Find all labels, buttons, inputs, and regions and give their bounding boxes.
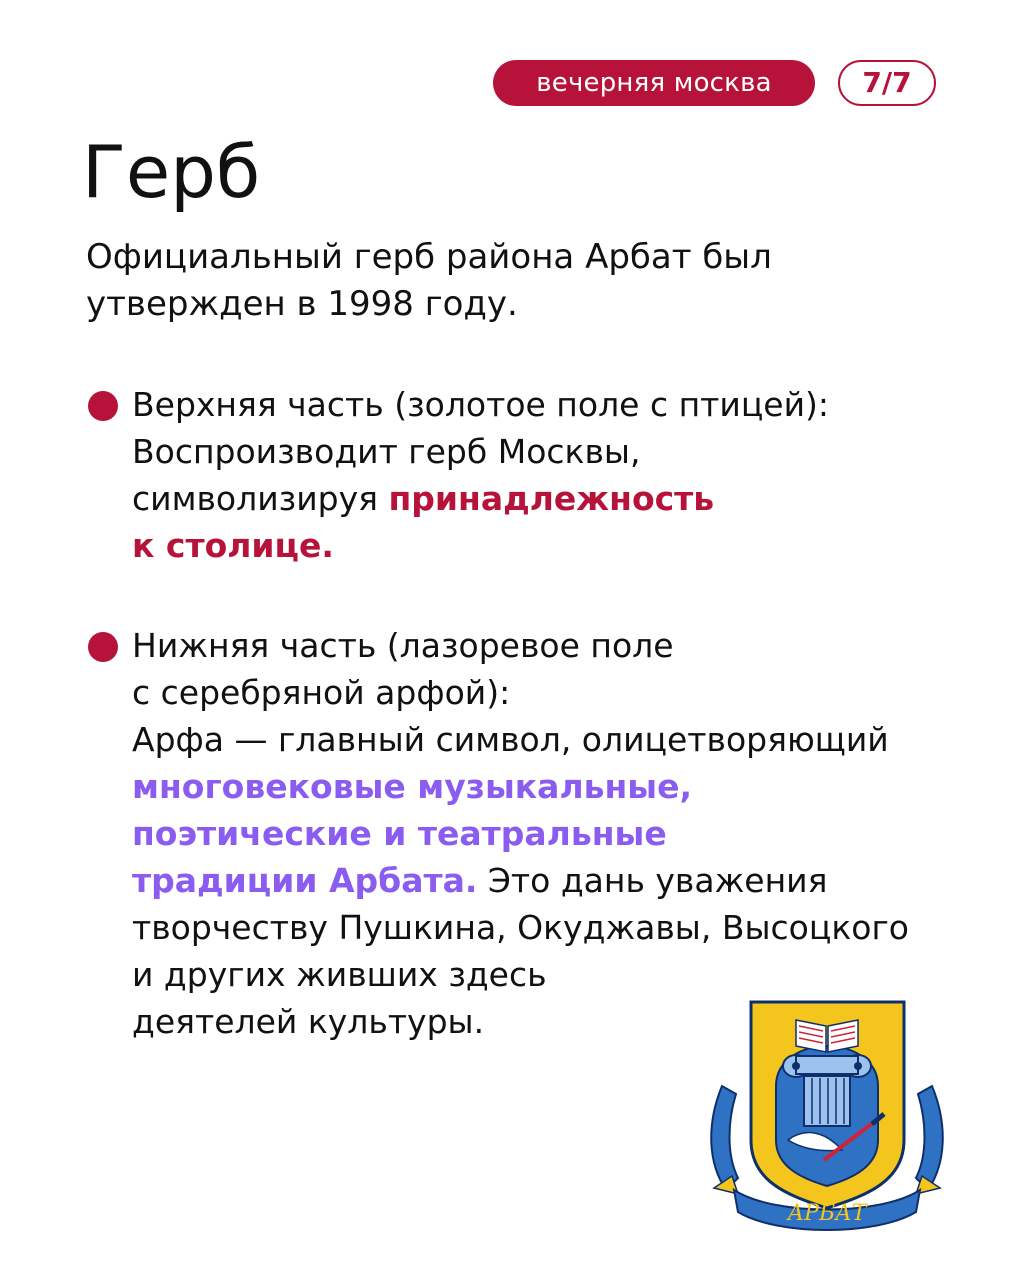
list-item	[132, 622, 982, 1045]
bullet-text-line	[132, 857, 982, 904]
intro-line: утвержден в 1998 году.	[86, 284, 518, 324]
page-title: Герб	[82, 130, 261, 214]
brand-badge: вечерняя москва	[493, 60, 815, 106]
bullet-highlight: принадлежность	[388, 479, 715, 518]
bullet-dot-icon	[88, 632, 118, 662]
bullet-highlight: многовековые музыкальные,	[132, 767, 693, 806]
arbat-coat-of-arms-icon	[704, 990, 950, 1240]
bullet-text-line: с серебряной арфой):	[132, 673, 511, 712]
bullet-text: символизируя	[132, 479, 389, 518]
intro-line: Официальный герб района Арбат был	[86, 237, 772, 277]
list-item	[132, 381, 982, 569]
bullet-text-line: Арфа — главный символ, олицетворяющий	[132, 720, 889, 759]
bullet-text-line	[132, 475, 982, 522]
bullet-text-line: Верхняя часть (золотое поле с птицей):	[132, 385, 830, 424]
bullet-highlight: традиции Арбата.	[132, 861, 478, 900]
bullet-text: Это дань уважения	[477, 861, 828, 900]
page-counter: 7/7	[838, 60, 936, 106]
bullet-highlight: к столице.	[132, 526, 334, 565]
bullet-highlight: поэтические и театральные	[132, 814, 667, 853]
bullet-text-line: творчеству Пушкина, Окуджавы, Высоцкого	[132, 908, 909, 947]
bullet-text-line: деятелей культуры.	[132, 1002, 485, 1041]
bullet-text-line: Воспроизводит герб Москвы,	[132, 432, 641, 471]
emblem-ribbon-text: АРБАТ	[787, 1201, 867, 1226]
bullet-dot-icon	[88, 391, 118, 421]
bullet-text-line: и других живших здесь	[132, 955, 547, 994]
bullet-text-line: Нижняя часть (лазоревое поле	[132, 626, 674, 665]
intro-text	[86, 234, 946, 328]
